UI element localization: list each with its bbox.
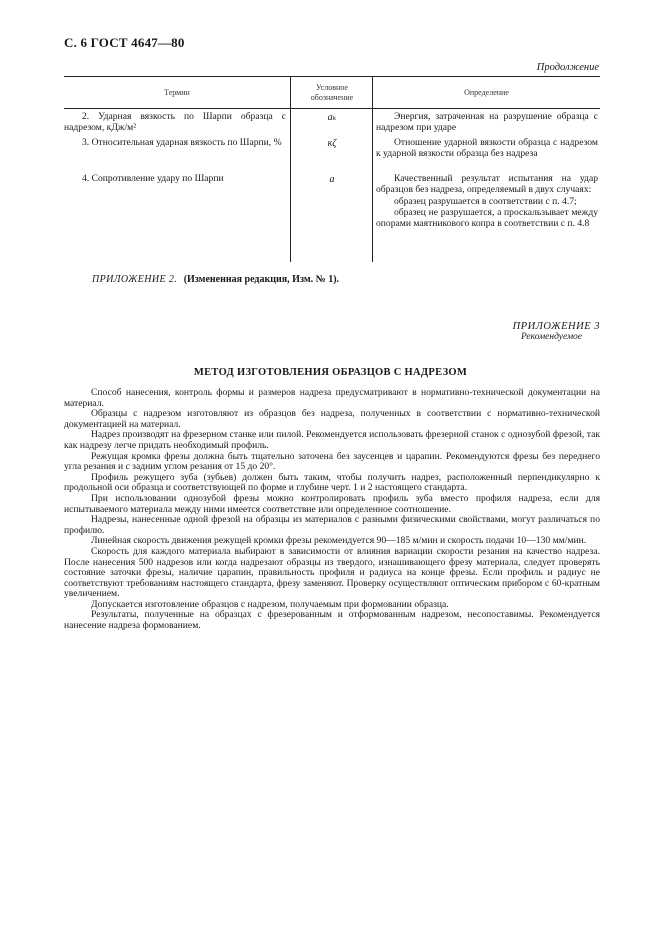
terms-table — [64, 76, 600, 262]
table-top-rule — [64, 76, 600, 77]
page-header: С. 6 ГОСТ 4647—80 — [64, 35, 185, 50]
definition-text: Отношение ударной вязкости образца с надрезом к ударной вязкости образца без надреза — [376, 137, 598, 160]
appendix2-note — [92, 274, 339, 285]
header-symbol — [291, 83, 373, 103]
definition-text: Энергия, затраченная на разрушение образца с надрезом при ударе — [376, 111, 598, 134]
table-row-symbol: aₖ — [327, 112, 337, 123]
paragraph: Надрез производят на фрезерном станке или пилой. Рекомендуется использовать фрезерной станок с однозубой фрезой, так как надрезу легче придать необходимый профиль. — [64, 429, 600, 451]
table-header-rule — [64, 108, 600, 109]
paragraph: При использовании однозубой фрезы можно контролировать профиль зуба вместо профиля надреза, если для испытываемого материала между ними имеется соответствие или определенное соотношение. — [64, 492, 600, 515]
definition-text: Качественный результат испытания на удар образцов без надреза, определяемый в двух случаях: — [376, 173, 598, 196]
paragraph: Результаты, полученные на образцах с фрезерованным и отформованным надрезом, несопоставимы. Рекомендуется нанесение надреза формованием. — [64, 609, 600, 632]
table-row-definition — [376, 137, 598, 160]
header-term: Термин — [164, 88, 190, 97]
appendix2-change-note: (Измененная редакция, Изм. № 1). — [183, 274, 340, 285]
table-row-term: 2. Ударная вязкость по Шарпи образца с надрезом, кДж/м² — [64, 111, 286, 134]
paragraph: Образцы с надрезом изготовляют из образцов без надреза, полученных в соответствии с нормативно-технической документацией на материал. — [64, 408, 600, 430]
body-text — [64, 388, 600, 632]
continuation-label: Продолжение — [536, 62, 599, 73]
paragraph: Надрезы, нанесенные одной фрезой на образцы из материалов с разными физическими свойствами, могут различаться по профилю. — [64, 514, 600, 536]
header-symbol-line2: обозначение — [310, 93, 354, 102]
table-row-definition — [376, 111, 598, 134]
header-definition: Определение — [464, 88, 509, 97]
paragraph: Профиль режущего зуба (зубьев) должен быть таким, чтобы получить надрез, расположенный перпендикулярно к продольной оси образца и соответствующей по форме и глубине черт. 1 и 2 настоящего стандарта. — [64, 471, 600, 494]
appendix3-block — [513, 321, 600, 342]
section-title: МЕТОД ИЗГОТОВЛЕНИЯ ОБРАЗЦОВ С НАДРЕЗОМ — [193, 367, 468, 378]
paragraph: Линейная скорость движения режущей кромки фрезы рекомендуется 90—185 м/мин и скорость подачи 10—130 мм/мин. — [91, 535, 587, 547]
appendix3-label: ПРИЛОЖЕНИЕ 3 — [512, 321, 600, 332]
header-symbol-line1: Условное — [316, 83, 348, 92]
table-row-definition — [376, 173, 598, 229]
appendix2-label: ПРИЛОЖЕНИЕ 2. — [92, 274, 178, 285]
table-row-symbol: кζ — [327, 138, 337, 149]
paragraph: Допускается изготовление образцов с надрезом, получаемым при формовании образца. — [91, 598, 449, 610]
table-column-divider — [290, 76, 291, 262]
table-row-term: 4. Сопротивление удару по Шарпи — [82, 173, 224, 184]
paragraph: Способ нанесения, контроль формы и размеров надреза предусматривают в нормативно-технической документации на материал. — [64, 387, 600, 409]
table-row-symbol: a — [329, 174, 335, 185]
table-column-divider — [372, 76, 373, 262]
definition-text: образец не разрушается, а проскальзывает между опорами маятникового копра в соответствии с п. 4.8 — [376, 206, 598, 230]
table-row-term: 3. Относительная ударная вязкость по Шарпи, % — [82, 137, 282, 148]
definition-text: образец разрушается в соответствии с п. 4.7; — [394, 195, 577, 207]
paragraph: Режущая кромка фрезы должна быть тщательно заточена без заусенцев и царапин. Рекомендуются фрезы без переднего угла резания и с задним углом резания от 15 до 20°. — [64, 450, 600, 473]
appendix3-status: Рекомендуемое — [520, 332, 582, 342]
paragraph: Скорость для каждого материала выбирают в зависимости от влияния вариации скорости резания на качество надреза. После нанесения 500 надрезов или когда надрезают образцы из твердого, изнашивающего фрезу материала, следует проверять состояние заточки фрезы, наличие царапин, правильность профиля и радиуса на конце фрезы. Если профиль и радиус не соответствуют требованиям настоящего стандарта, фрезу заменяют. Проверку осуществляют оптическим прибором с 60-кратным увеличением. — [64, 545, 600, 600]
